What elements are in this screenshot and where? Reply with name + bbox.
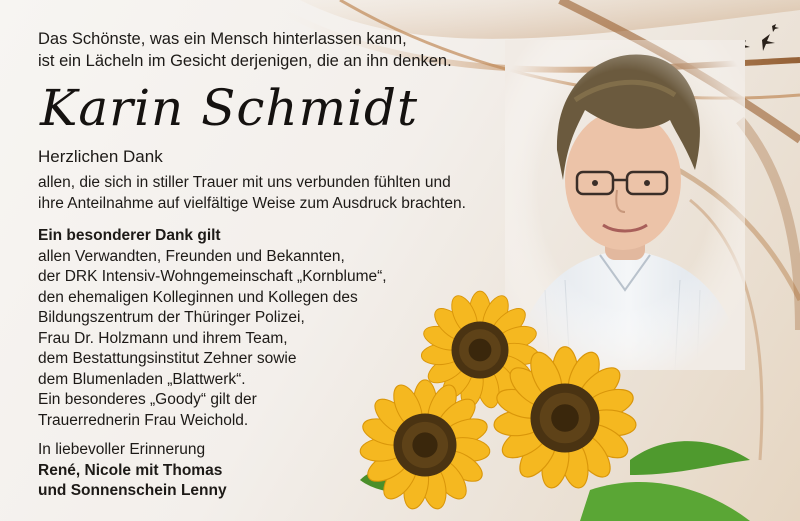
thanks-line: allen, die sich in stiller Trauer mit uns verbunden fühlten und (38, 174, 451, 191)
special-thanks-heading: Ein besonderer Dank gilt (38, 227, 221, 244)
special-thanks-line: Ein besonderes „Goody“ gilt der (38, 391, 257, 408)
special-thanks-line: Trauerrednerin Frau Weichold. (38, 411, 249, 429)
motto (38, 28, 452, 72)
special-thanks-line: den ehemaligen Kolleginnen und Kollegen des (38, 288, 358, 306)
motto-line: Das Schönste, was ein Mensch hinterlassen kann, (38, 30, 407, 48)
sunflower-bouquet (330, 290, 760, 521)
special-thanks-line: dem Blumenladen „Blattwerk“. (38, 370, 246, 388)
closing-intro: In liebevoller Erinnerung (38, 441, 206, 458)
signature-line: und Sonnenschein Lenny (38, 482, 227, 499)
thanks-heading: Herzlichen Dank (38, 147, 163, 166)
special-thanks-line: dem Bestattungsinstitut Zehner sowie (38, 350, 297, 367)
thanks-line: ihre Anteilnahme auf vielfältige Weise zum Ausdruck brachten. (38, 194, 466, 212)
deceased-name: Karin Schmidt (40, 79, 419, 137)
special-thanks-line: Frau Dr. Holzmann und ihrem Team, (38, 329, 288, 347)
thanks-text (38, 173, 466, 214)
special-thanks-line: der DRK Intensiv-Wohngemeinschaft „Kornblume“, (38, 268, 387, 285)
special-thanks-line: Bildungszentrum der Thüringer Polizei, (38, 309, 305, 326)
closing (38, 440, 227, 502)
signature-line: René, Nicole mit Thomas (38, 461, 223, 479)
special-thanks-line: allen Verwandten, Freunden und Bekannten, (38, 247, 345, 265)
motto-line: ist ein Lächeln im Gesicht derjenigen, die an ihn denken. (38, 52, 452, 70)
